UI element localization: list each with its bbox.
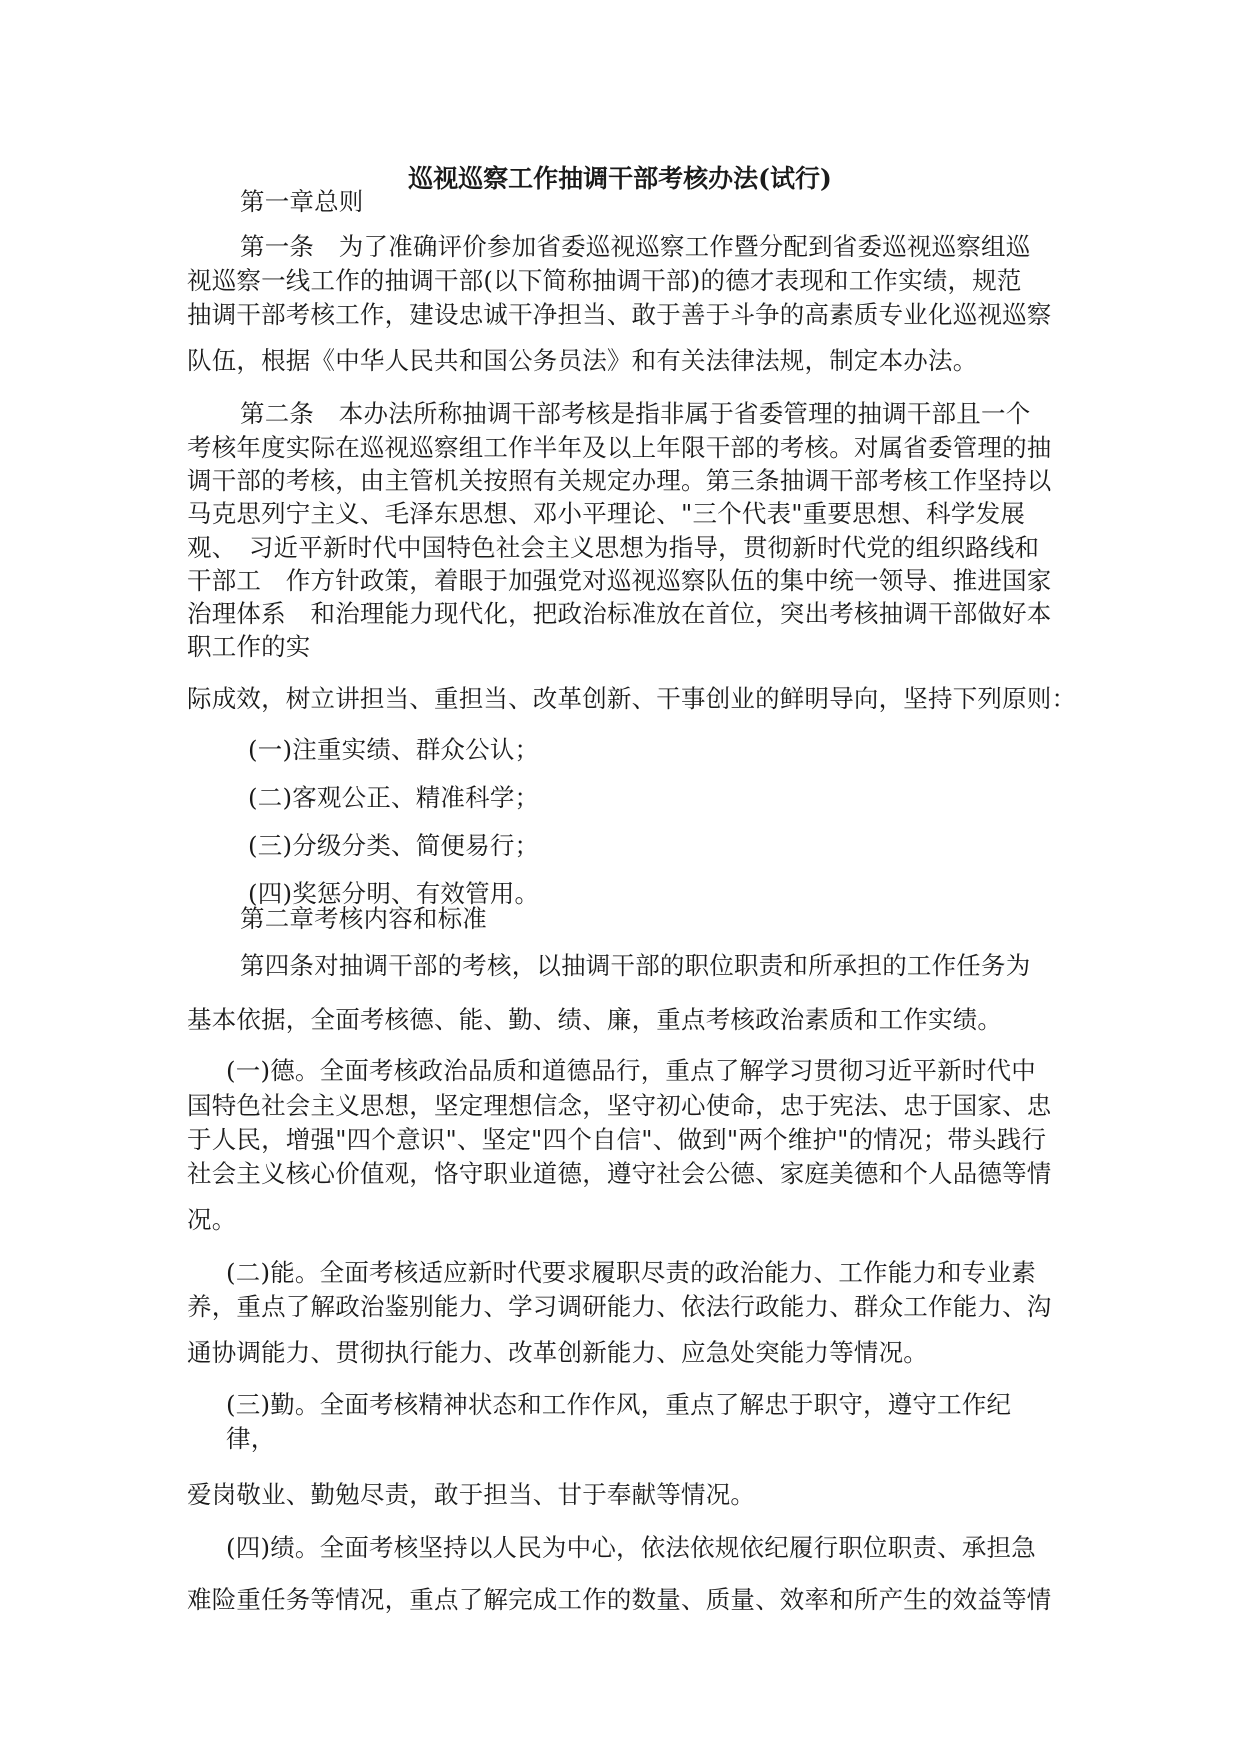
paragraph-line: 通协调能力、贯彻执行能力、改革创新能力、应急处突能力等情况。	[187, 1338, 928, 1367]
list-item: (一)注重实绩、群众公认；	[248, 735, 540, 764]
paragraph-line: 马克思列宁主义、毛泽东思想、邓小平理论、"三个代表"重要思想、科学发展	[187, 499, 1026, 528]
chapter-heading: 第一章总则	[240, 187, 364, 216]
paragraph-line: 第一条 为了准确评价参加省委巡视巡察工作暨分配到省委巡视巡察组巡	[240, 232, 1031, 261]
paragraph-line: 干部工 作方针政策，着眼于加强党对巡视巡察队伍的集中统一领导、推进国家	[187, 566, 1052, 595]
paragraph-line: 际成效，树立讲担当、重担当、改革创新、干事创业的鲜明导向，坚持下列原则：	[187, 684, 1077, 713]
paragraph-line: 基本依据，全面考核德、能、勤、绩、廉，重点考核政治素质和工作实绩。	[187, 1005, 1003, 1034]
paragraph-line: 爱岗敬业、勤勉尽责，敢于担当、甘于奉献等情况。	[187, 1480, 756, 1509]
paragraph-line: 队伍，根据《中华人民共和国公务员法》和有关法律法规，制定本办法。	[187, 346, 978, 375]
paragraph-line: 况。	[187, 1205, 237, 1234]
paragraph-line: 职工作的实	[187, 632, 311, 661]
paragraph-line: 第二条 本办法所称抽调干部考核是指非属于省委管理的抽调干部且一个	[240, 399, 1031, 428]
paragraph-line: (一)德。全面考核政治品质和道德品行，重点了解学习贯彻习近平新时代中	[226, 1056, 1036, 1085]
paragraph-line: 抽调干部考核工作，建设忠诚干净担当、敢于善于斗争的高素质专业化巡视巡察	[187, 300, 1052, 329]
paragraph-line: 社会主义核心价值观，恪守职业道德，遵守社会公德、家庭美德和个人品德等情	[187, 1159, 1052, 1188]
paragraph-line: 调干部的考核，由主管机关按照有关规定办理。第三条抽调干部考核工作坚持以	[187, 466, 1052, 495]
paragraph-line: 养，重点了解政治鉴别能力、学习调研能力、依法行政能力、群众工作能力、沟	[187, 1292, 1052, 1321]
paragraph-line: (二)能。全面考核适应新时代要求履职尽责的政治能力、工作能力和专业素	[226, 1258, 1036, 1287]
list-item: (三)分级分类、简便易行；	[248, 831, 540, 860]
paragraph-line: 于人民，增强"四个意识"、坚定"四个自信"、做到"两个维护"的情况；带头践行	[187, 1125, 1047, 1154]
paragraph-line: 第四条对抽调干部的考核，以抽调干部的职位职责和所承担的工作任务为	[240, 951, 1031, 980]
paragraph-line: 国特色社会主义思想，坚定理想信念，坚守初心使命，忠于宪法、忠于国家、忠	[187, 1091, 1052, 1120]
list-item: (二)客观公正、精准科学；	[248, 783, 540, 812]
paragraph-line: 观、 习近平新时代中国特色社会主义思想为指导，贯彻新时代党的组织路线和	[187, 533, 1040, 562]
paragraph-line: 视巡察一线工作的抽调干部(以下简称抽调干部)的德才表现和工作实绩，规范	[187, 266, 1022, 295]
paragraph-line: 考核年度实际在巡视巡察组工作半年及以上年限干部的考核。对属省委管理的抽	[187, 433, 1052, 462]
chapter-heading: 第二章考核内容和标准	[240, 904, 487, 933]
paragraph-line: 律，	[226, 1424, 276, 1453]
paragraph-line: 难险重任务等情况，重点了解完成工作的数量、质量、效率和所产生的效益等情	[187, 1585, 1052, 1614]
list-item: (四)奖惩分明、有效管用。	[248, 879, 540, 908]
paragraph-line: 治理体系 和治理能力现代化，把政治标准放在首位，突出考核抽调干部做好本	[187, 599, 1052, 628]
paragraph-line: (三)勤。全面考核精神状态和工作作风，重点了解忠于职守，遵守工作纪	[226, 1390, 1012, 1419]
document-title: 巡视巡察工作抽调干部考核办法(试行)	[408, 164, 832, 193]
paragraph-line: (四)绩。全面考核坚持以人民为中心，依法依规依纪履行职位职责、承担急	[226, 1533, 1036, 1562]
